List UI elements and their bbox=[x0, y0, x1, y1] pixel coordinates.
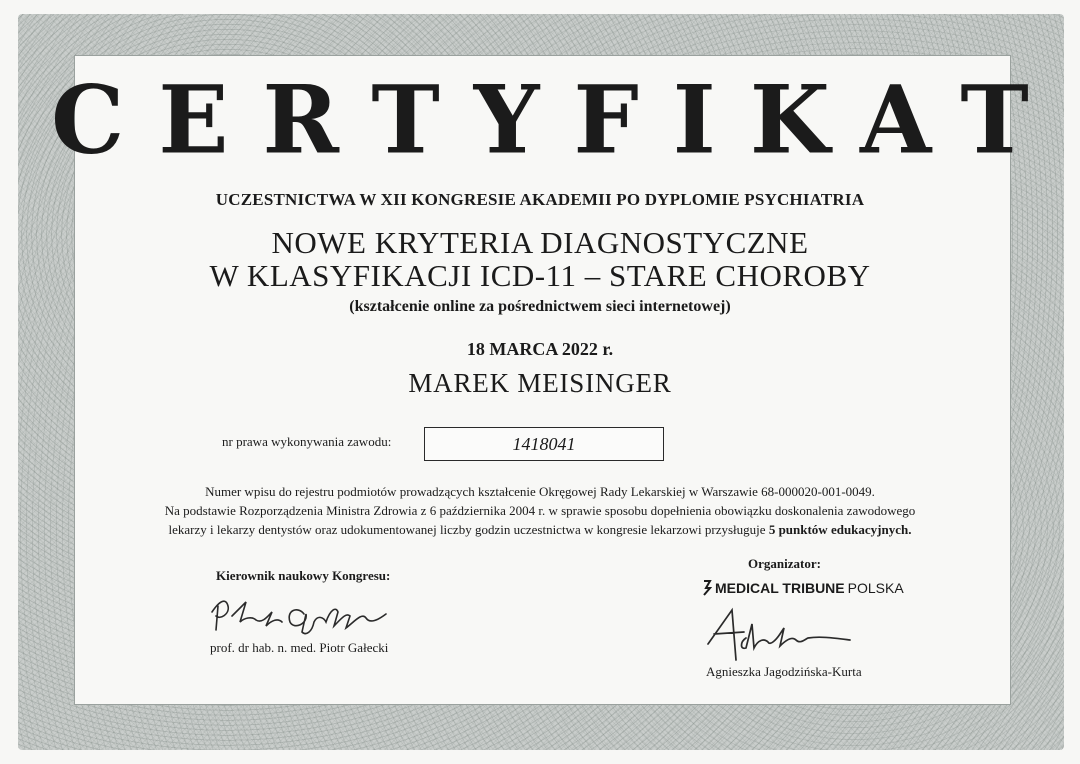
note-line-2: Na podstawie Rozporządzenia Ministra Zdrowia z 6 października 2004 r. w sprawie sposobu dopełnienia obowiązku doskonalenia zawodowego bbox=[164, 503, 916, 518]
brand-name-bold: MEDICAL TRIBUNE bbox=[715, 580, 845, 596]
organizer-brand bbox=[702, 580, 904, 596]
education-points: 5 punktów edukacyjnych. bbox=[768, 522, 912, 537]
organizer-person-name: Agnieszka Jagodzińska-Kurta bbox=[706, 664, 862, 679]
scientific-director-label: Kierownik naukowy Kongresu: bbox=[216, 568, 391, 583]
note-line-3-text: lekarzy i lekarzy dentystów oraz udokumentowanej liczby godzin uczestnictwa w kongresie lekarzowi przysługuje bbox=[168, 522, 766, 537]
scientific-director-name: prof. dr hab. n. med. Piotr Gałecki bbox=[210, 640, 389, 655]
brand-name-regular: POLSKA bbox=[847, 580, 904, 596]
note-line-3 bbox=[120, 520, 960, 539]
organizer-label: Organizator: bbox=[748, 556, 821, 571]
note-line-1: Numer wpisu do rejestru podmiotów prowadzących kształcenie Okręgowej Rady Lekarskiej w Warszawie 68-000020-001-0049. bbox=[205, 484, 875, 499]
accreditation-notes bbox=[120, 482, 960, 539]
signature-left bbox=[206, 592, 406, 636]
license-label: nr prawa wykonywania zawodu: bbox=[222, 434, 392, 449]
participant-name: MAREK MEISINGER bbox=[408, 368, 672, 398]
certificate-title: CERTYFIKAT bbox=[51, 64, 1063, 176]
medical-tribune-logo-icon bbox=[702, 580, 712, 596]
license-number-box bbox=[424, 427, 664, 461]
event-date: 18 MARCA 2022 r. bbox=[466, 339, 614, 359]
certificate-subtitle: UCZESTNICTWA W XII KONGRESIE AKADEMII PO DYPLOMIE PSYCHIATRIA bbox=[215, 190, 865, 209]
topic-line-1: NOWE KRYTERIA DIAGNOSTYCZNE bbox=[271, 225, 809, 260]
congress-topic bbox=[0, 226, 1080, 292]
topic-line-2: W KLASYFIKACJI ICD-11 – STARE CHOROBY bbox=[209, 258, 871, 293]
license-number: 1418041 bbox=[512, 434, 576, 454]
training-mode: (kształcenie online za pośrednictwem sieci internetowej) bbox=[349, 298, 731, 315]
